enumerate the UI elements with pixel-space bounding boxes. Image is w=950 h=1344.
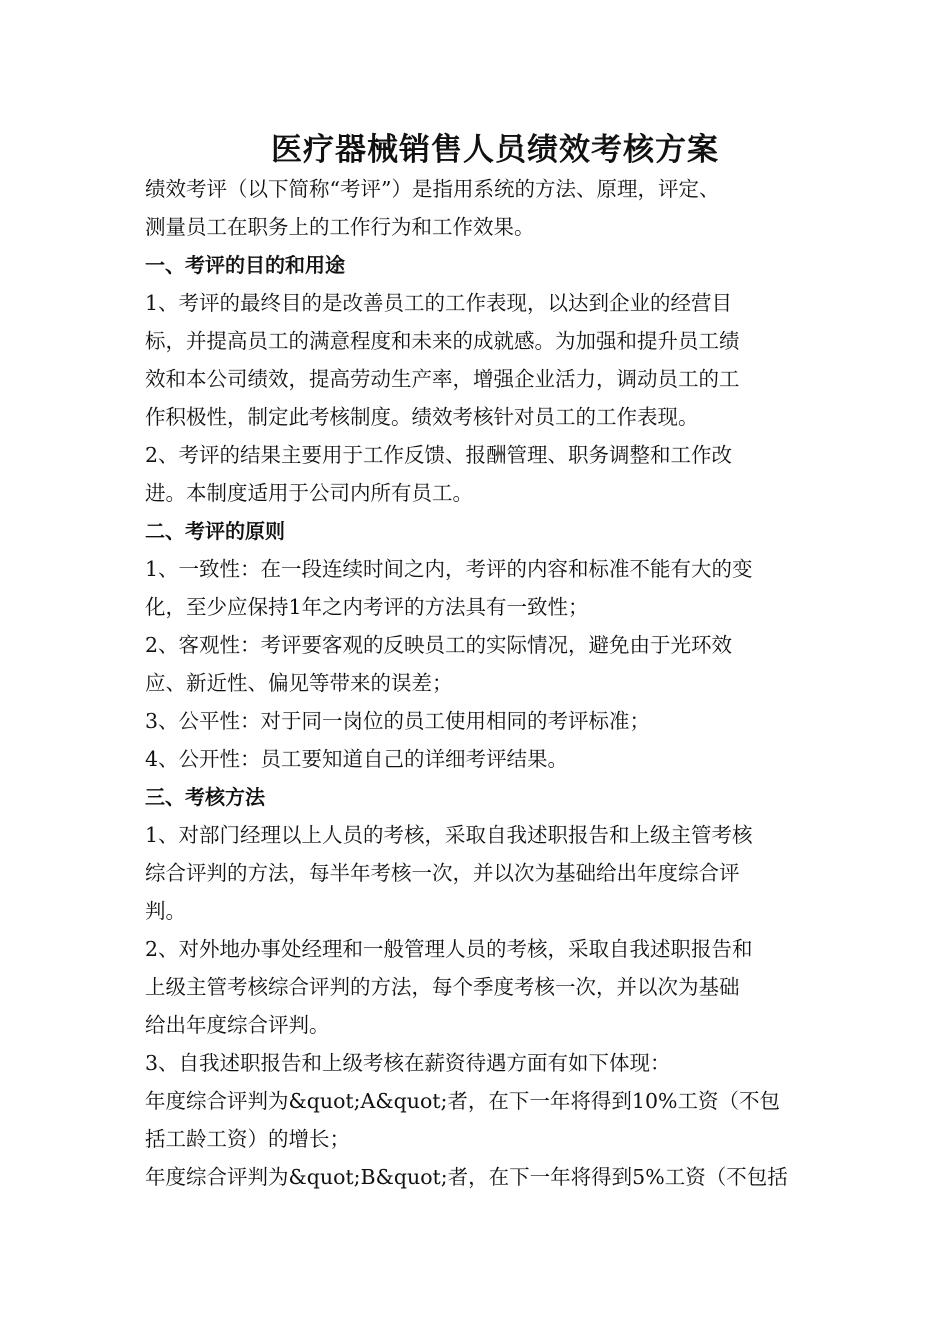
paragraph-line: 测量员工在职务上的工作行为和工作效果。 xyxy=(145,215,535,239)
paragraph-line: 效和本公司绩效，提高劳动生产率，增强企业活力，调动员工的工 xyxy=(145,367,740,391)
paragraph-line: 绩效考评（以下简称“考评”）是指用系统的方法、原理，评定、 xyxy=(145,177,720,201)
section-heading: 一、考评的目的和用途 xyxy=(145,253,345,277)
paragraph-line: 1、对部门经理以上人员的考核，采取自我述职报告和上级主管考核 xyxy=(145,823,753,847)
paragraph-line: 判。 xyxy=(145,899,186,923)
paragraph-line: 年度综合评判为&quot;B&quot;者，在下一年将得到5%工资（不包括 xyxy=(145,1165,788,1189)
paragraph-line: 综合评判的方法，每半年考核一次，并以次为基础给出年度综合评 xyxy=(145,861,740,885)
paragraph-line: 3、公平性：对于同一岗位的员工使用相同的考评标准； xyxy=(145,709,651,733)
section-heading: 三、考核方法 xyxy=(145,785,265,809)
paragraph-line: 2、考评的结果主要用于工作反馈、报酬管理、职务调整和工作改 xyxy=(145,443,733,467)
paragraph-line: 2、对外地办事处经理和一般管理人员的考核，采取自我述职报告和 xyxy=(145,937,753,961)
section-heading: 二、考评的原则 xyxy=(145,519,285,543)
paragraph-line: 1、一致性：在一段连续时间之内，考评的内容和标准不能有大的变 xyxy=(145,557,753,581)
paragraph-line: 4、公开性：员工要知道自己的详细考评结果。 xyxy=(145,747,569,771)
paragraph-line: 3、自我述职报告和上级考核在薪资待遇方面有如下体现： xyxy=(145,1051,671,1075)
paragraph-line: 上级主管考核综合评判的方法，每个季度考核一次，并以次为基础 xyxy=(145,975,740,999)
paragraph-line: 给出年度综合评判。 xyxy=(145,1013,330,1037)
document-title: 医疗器械销售人员绩效考核方案 xyxy=(271,132,719,168)
paragraph-line: 年度综合评判为&quot;A&quot;者，在下一年将得到10%工资（不包 xyxy=(145,1089,780,1113)
paragraph-line: 标，并提高员工的满意程度和未来的成就感。为加强和提升员工绩 xyxy=(145,329,740,353)
paragraph-line: 应、新近性、偏见等带来的误差； xyxy=(145,671,453,695)
paragraph-line: 括工龄工资）的增长； xyxy=(145,1127,350,1151)
paragraph-line: 2、客观性：考评要客观的反映员工的实际情况，避免由于光环效 xyxy=(145,633,733,657)
paragraph-line: 进。本制度适用于公司内所有员工。 xyxy=(145,481,473,505)
paragraph-line: 1、考评的最终目的是改善员工的工作表现，以达到企业的经营目 xyxy=(145,291,733,315)
paragraph-line: 作积极性，制定此考核制度。绩效考核针对员工的工作表现。 xyxy=(145,405,699,429)
paragraph-line: 化，至少应保持1年之内考评的方法具有一致性； xyxy=(145,595,589,619)
